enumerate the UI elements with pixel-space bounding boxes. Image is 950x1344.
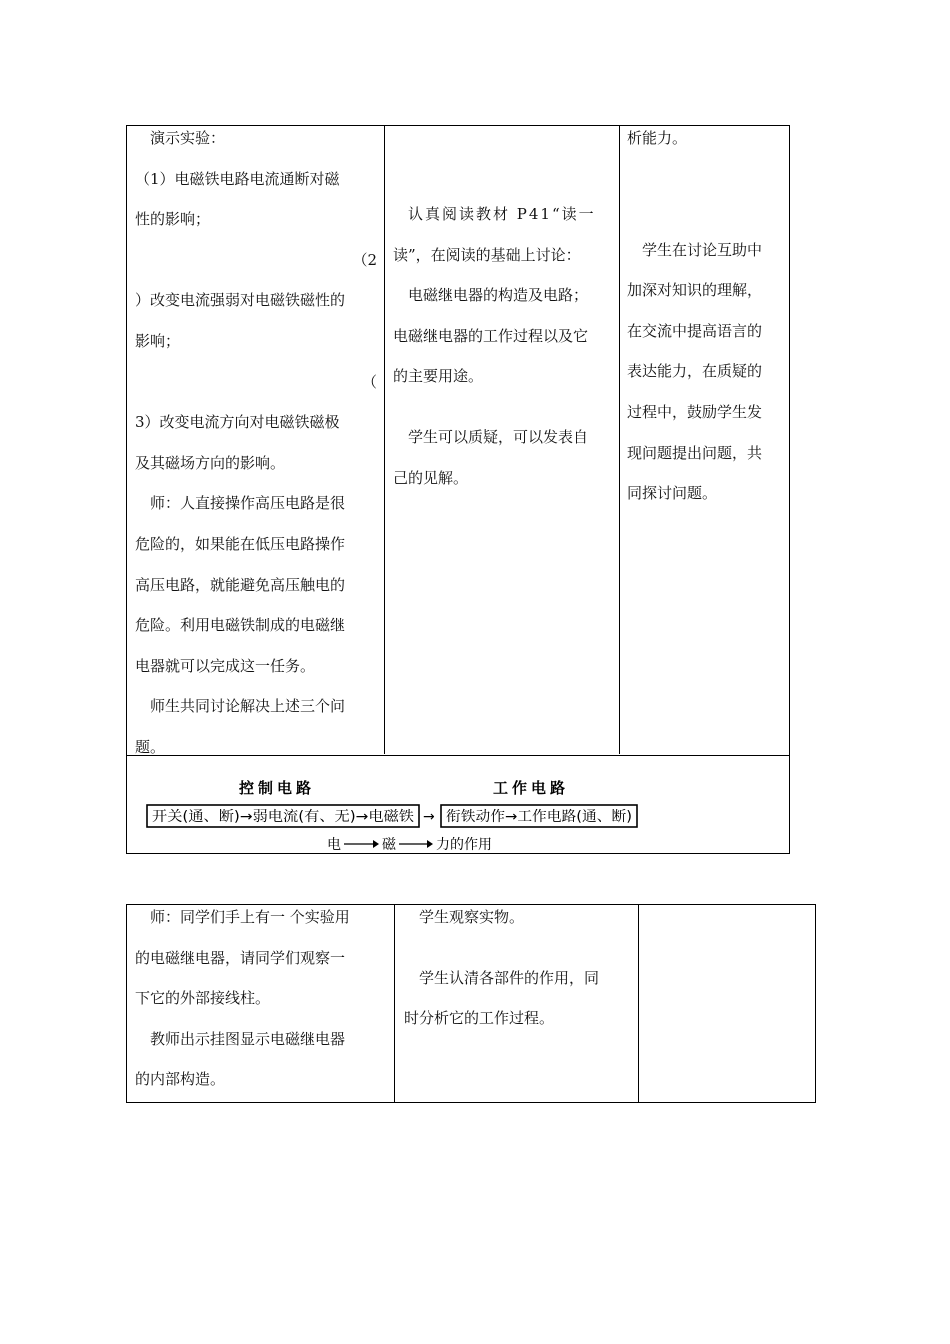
demo-item-2-mark: （2 (352, 250, 377, 269)
column-divider (384, 126, 385, 754)
lesson-table-1 (126, 125, 790, 854)
discussion-topic-2-cont: 的主要用途。 (393, 367, 484, 386)
control-circuit-heading: 控制电路 (239, 779, 316, 797)
student-activity-cell (404, 897, 634, 1039)
design-intent-line: 现问题提出问题，共 (627, 443, 763, 462)
design-intent-top: 析能力。 (627, 129, 688, 147)
arrow-head (373, 840, 379, 848)
work-circuit-heading: 工作电路 (493, 779, 570, 797)
discussion-topic-2: 电磁继电器的工作过程以及它 (393, 326, 589, 345)
teacher-instruction-line: 的内部构造。 (135, 1070, 226, 1089)
teacher-explanation-line: 师：人直接操作高压电路是很 (150, 494, 346, 513)
teacher-explanation-line: 危险的，如果能在低压电路操作 (135, 534, 346, 553)
relay-circuit-diagram (127, 755, 789, 853)
diagram-link-arrow: → (423, 809, 435, 825)
work-circuit-chain: 衔铁动作→工作电路(通、断) (446, 809, 623, 825)
demo-item-1-cont: 性的影响； (135, 210, 211, 229)
teacher-activity-cell (135, 897, 389, 1100)
student-question-note: 学生可以质疑，可以发表自 (408, 427, 589, 446)
teacher-activity-cell (135, 118, 377, 768)
student-activity-line: 时分析它的工作过程。 (404, 1009, 555, 1028)
teacher-instruction-line: 的电磁继电器，请同学们观察一 (135, 948, 346, 967)
lesson-table-2 (126, 904, 816, 1103)
demo-item-2: ）改变电流强弱对电磁铁磁性的 (135, 291, 346, 310)
student-activity-line: 学生观察实物。 (419, 908, 525, 926)
magnet-label: 磁 (382, 837, 396, 853)
teacher-explanation-line: 高压电路，就能避免高压触电的 (135, 575, 346, 594)
teacher-instruction-line: 下它的外部接线柱。 (135, 989, 271, 1008)
teacher-explanation-line: 电器就可以完成这一任务。 (135, 656, 316, 675)
column-divider (638, 905, 639, 1102)
column-divider (619, 126, 620, 754)
control-circuit-chain: 开关(通、断)→弱电流(有、无)→电磁铁 (152, 809, 394, 825)
design-intent-line: 过程中，鼓励学生发 (627, 402, 763, 421)
design-intent-cell (627, 118, 787, 514)
design-intent-line: 在交流中提高语言的 (627, 321, 763, 340)
column-divider (394, 905, 395, 1102)
teacher-explanation-line: 危险。利用电磁铁制成的电磁继 (135, 616, 346, 635)
teacher-instruction-line: 师：同学们手上有一 个实验用 (150, 908, 350, 926)
design-intent-line: 学生在讨论互助中 (642, 240, 763, 259)
electric-label: 电 (327, 837, 341, 853)
demo-item-1: （1）电磁铁电路电流通断对磁 (135, 169, 340, 188)
demo-item-3-cont: 及其磁场方向的影响。 (135, 453, 286, 472)
student-activity-cell (393, 194, 615, 498)
arrow-head (427, 840, 433, 848)
demo-item-2-cont: 影响； (135, 331, 181, 350)
student-activity-line: 学生认清各部件的作用，同 (419, 968, 600, 987)
demo-heading: 演示实验： (150, 129, 226, 147)
design-intent-line: 同探讨问题。 (627, 484, 718, 503)
force-label: 力的作用 (436, 837, 492, 853)
design-intent-line: 加深对知识的理解， (627, 281, 763, 300)
student-question-note-cont: 己的见解。 (393, 468, 469, 487)
relay-diagram-svg (127, 755, 789, 854)
discussion-line: 题。 (135, 737, 166, 756)
demo-item-3-mark: （ (361, 372, 377, 391)
reading-instruction-cont: 读”，在阅读的基础上讨论： (393, 245, 581, 264)
design-intent-line: 表达能力，在质疑的 (627, 362, 763, 381)
discussion-line: 师生共同讨论解决上述三个问 (150, 697, 346, 716)
teacher-instruction-line: 教师出示挂图显示电磁继电器 (150, 1029, 346, 1048)
demo-item-3: 3）改变电流方向对电磁铁磁极 (135, 413, 340, 432)
discussion-topic-1: 电磁继电器的构造及电路； (408, 286, 589, 305)
reading-instruction: 认真阅读教材 P41“读一 (408, 205, 596, 223)
